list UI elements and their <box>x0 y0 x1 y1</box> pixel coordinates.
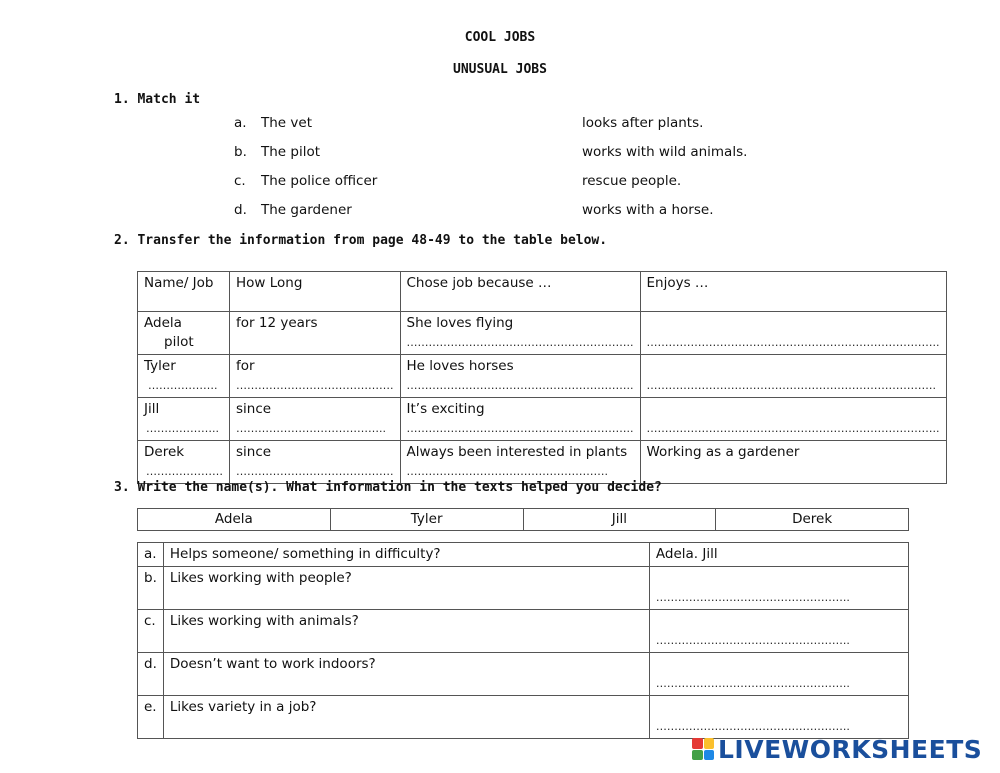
table-row <box>138 398 947 441</box>
question-text: Doesn’t want to work indoors? <box>163 653 649 696</box>
row-because-input[interactable]: …………………………………………………….. <box>406 379 634 392</box>
question-letter: d. <box>138 653 164 696</box>
name-cell-derek: Derek <box>716 509 909 531</box>
row-how-input[interactable]: ……………………………………. <box>236 379 394 392</box>
row-name: Adela <box>144 315 182 331</box>
match-left-b: The pilot <box>261 144 321 160</box>
row-name: Tyler <box>144 358 176 374</box>
table-row <box>138 696 909 739</box>
table-header-row <box>138 272 947 312</box>
name-cell-tyler: Tyler <box>330 509 523 531</box>
table-row <box>138 610 909 653</box>
question-text: Likes working with people? <box>163 567 649 610</box>
question-letter: e. <box>138 696 164 739</box>
match-right-1[interactable]: looks after plants. <box>582 115 704 131</box>
table-row <box>138 355 947 398</box>
header-name-job: Name/ Job <box>138 272 230 312</box>
row-job-input[interactable]: ……………….. <box>146 422 219 435</box>
row-because: She loves flying <box>406 315 514 331</box>
row-job-input[interactable]: pilot <box>164 334 194 350</box>
match-left-a: The vet <box>261 115 312 131</box>
page-subtitle: UNUSUAL JOBS <box>453 62 547 77</box>
liveworksheets-logo <box>692 734 982 764</box>
names-table <box>137 508 909 531</box>
row-enjoys-input[interactable]: ……………………………………………………………………. <box>646 379 936 392</box>
match-right-2[interactable]: works with wild animals. <box>582 144 748 160</box>
row-because-input[interactable]: …………………………………………………….. <box>406 422 634 435</box>
match-left-b-letter: b. <box>234 144 247 160</box>
row-because-input[interactable]: ………………………………………………. <box>406 465 608 478</box>
row-because-input[interactable]: …………………………………………………….. <box>406 336 634 349</box>
section3-heading: 3. Write the name(s). What information in the texts helped you decide? <box>114 480 662 495</box>
header-how-long: How Long <box>230 272 401 312</box>
row-how: for 12 years <box>236 315 318 331</box>
row-job-input[interactable]: ………………… <box>146 465 223 478</box>
liveworksheets-brand: LIVEWORKSHEETS <box>718 734 983 764</box>
section2-heading: 2. Transfer the information from page 48-49 to the table below. <box>114 233 608 248</box>
table-row <box>138 567 909 610</box>
table-row <box>138 312 947 355</box>
row-enjoys: Working as a gardener <box>646 444 800 460</box>
section1-heading: 1. Match it <box>114 92 201 107</box>
question-answer: Adela. Jill <box>649 543 908 567</box>
liveworksheets-logo-icon <box>692 738 714 760</box>
question-text: Likes variety in a job? <box>163 696 649 739</box>
table-row <box>138 543 909 567</box>
name-cell-adela: Adela <box>138 509 331 531</box>
match-left-a-letter: a. <box>234 115 247 131</box>
question-letter: a. <box>138 543 164 567</box>
match-left-c: The police officer <box>261 173 378 189</box>
row-because: Always been interested in plants <box>406 444 628 460</box>
logo-block <box>692 750 703 761</box>
row-how: since <box>236 444 272 460</box>
match-right-4[interactable]: works with a horse. <box>582 202 714 218</box>
match-left-c-letter: c. <box>234 173 246 189</box>
row-how: since <box>236 401 272 417</box>
question-answer-input[interactable]: …………………………………………….. <box>655 591 850 604</box>
question-letter: b. <box>138 567 164 610</box>
name-cell-jill: Jill <box>523 509 716 531</box>
row-how-input[interactable]: ……………………………………. <box>236 465 394 478</box>
row-because: He loves horses <box>406 358 514 374</box>
questions-table <box>137 542 909 739</box>
row-how: for <box>236 358 255 374</box>
row-job-input[interactable]: ………………. <box>148 379 218 392</box>
table-row <box>138 653 909 696</box>
row-enjoys-input[interactable]: …………………………………………………………………….. <box>646 422 940 435</box>
question-answer-input[interactable]: …………………………………………….. <box>655 634 850 647</box>
match-left-d-letter: d. <box>234 202 247 218</box>
match-left-d: The gardener <box>261 202 352 218</box>
header-enjoys: Enjoys … <box>640 272 946 312</box>
logo-block <box>704 750 715 761</box>
logo-block <box>692 738 703 749</box>
question-text: Likes working with animals? <box>163 610 649 653</box>
row-because: It’s exciting <box>406 401 485 417</box>
question-letter: c. <box>138 610 164 653</box>
page-title: COOL JOBS <box>464 30 536 45</box>
question-answer-input[interactable]: …………………………………………….. <box>655 677 850 690</box>
transfer-table <box>137 271 947 484</box>
row-how-input[interactable]: ………………………………….. <box>236 422 386 435</box>
logo-block <box>704 738 715 749</box>
match-right-3[interactable]: rescue people. <box>582 173 682 189</box>
row-name: Derek <box>144 444 185 460</box>
header-chose-because: Chose job because … <box>400 272 640 312</box>
row-name: Jill <box>144 401 160 417</box>
row-enjoys-input[interactable]: …………………………………………………………………….. <box>646 336 940 349</box>
question-answer-input[interactable]: …………………………………………….. <box>655 720 850 733</box>
question-text: Helps someone/ something in difficulty? <box>163 543 649 567</box>
table-row <box>138 441 947 484</box>
